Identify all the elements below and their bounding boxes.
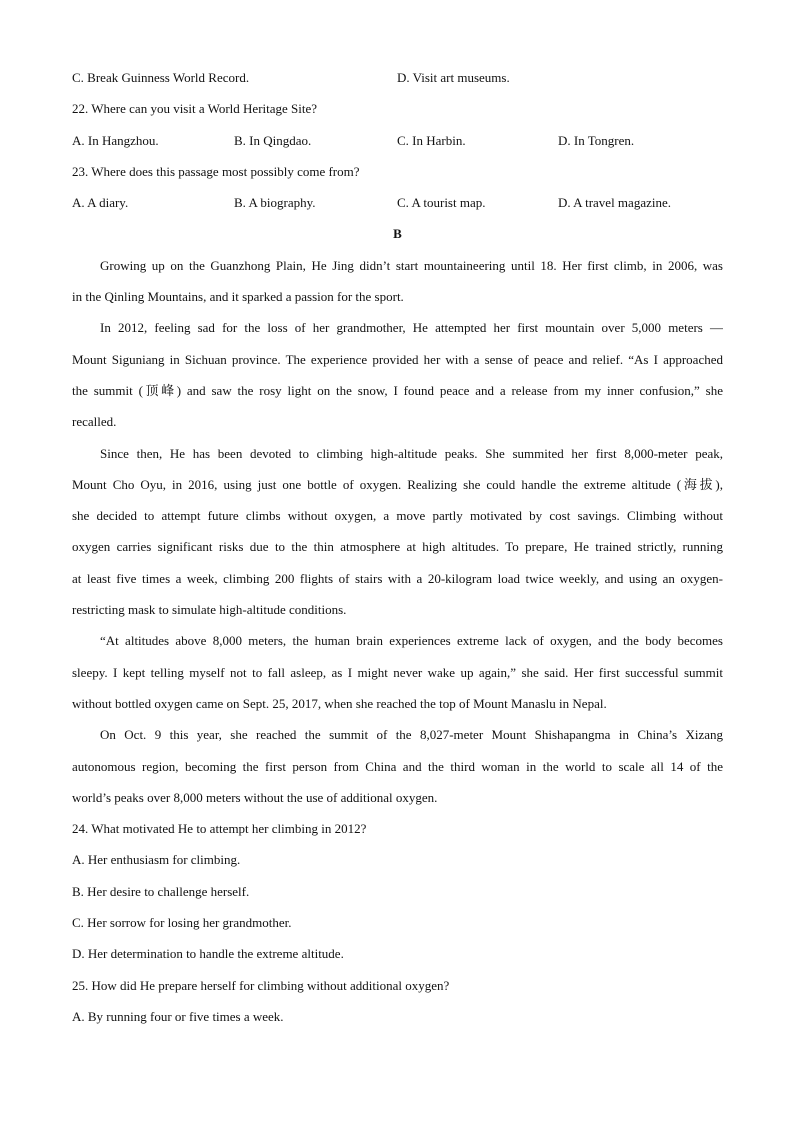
- passage-line: in the Qinling Mountains, and it sparked a passion for the sport.: [72, 289, 404, 305]
- passage-line: recalled.: [72, 414, 117, 430]
- q23-option-b: B. A biography.: [234, 195, 316, 211]
- q21-option-d: D. Visit art museums.: [397, 70, 510, 85]
- question-23-stem: 23. Where does this passage most possibly come from?: [72, 163, 360, 179]
- passage-line: at least five times a week, climbing 200 flights of stairs with a 20-kilogram load twice weekly, and using an oxygen-: [72, 570, 723, 586]
- q24-option-a: A. Her enthusiasm for climbing.: [72, 852, 241, 868]
- question-25-stem: 25. How did He prepare herself for climbing without additional oxygen?: [72, 977, 450, 993]
- q23-option-a: A. A diary.: [72, 195, 129, 211]
- question-22-stem: 22. Where can you visit a World Heritage Site?: [72, 101, 318, 117]
- q22-option-c: C. In Harbin.: [397, 132, 466, 148]
- passage-line: sleepy. I kept telling myself not to fall asleep, as I might never wake up again,” she said. Her first successful summit: [72, 664, 723, 680]
- passage-line: Mount Siguniang in Sichuan province. The experience provided her with a sense of peace and relief. “As I approached: [72, 351, 723, 367]
- passage-paragraph-5: [72, 719, 723, 813]
- q25-option-a: A. By running four or five times a week.: [72, 1008, 284, 1024]
- passage-line: the summit (顶峰) and saw the rosy light on the snow, I found peace and a release from my inner confusion,” she: [72, 382, 723, 398]
- passage-paragraph-1: [72, 250, 723, 313]
- question-24-stem: 24. What motivated He to attempt her climbing in 2012?: [72, 821, 367, 837]
- passage-line: world’s peaks over 8,000 meters without the use of additional oxygen.: [72, 789, 438, 805]
- passage-line: she decided to attempt future climbs without oxygen, a move partly motivated by cost savings. Climbing without: [72, 508, 723, 524]
- passage-paragraph-4: [72, 625, 723, 719]
- passage-line: In 2012, feeling sad for the loss of her grandmother, He attempted her first mountain over 5,000 meters —: [100, 320, 723, 336]
- passage-line: without bottled oxygen came on Sept. 25, 2017, when she reached the top of Mount Manaslu in Nepal.: [72, 695, 607, 711]
- q22-option-b: B. In Qingdao.: [234, 132, 312, 148]
- passage-paragraph-3: [72, 438, 723, 626]
- passage-line: Mount Cho Oyu, in 2016, using just one bottle of oxygen. Realizing she could handle the extreme altitude (海拔),: [72, 476, 723, 492]
- q23-option-c: C. A tourist map.: [397, 195, 486, 211]
- q24-option-d: D. Her determination to handle the extreme altitude.: [72, 946, 344, 962]
- passage-line: restricting mask to simulate high-altitude conditions.: [72, 602, 347, 618]
- q22-option-a: A. In Hangzhou.: [72, 132, 159, 148]
- question-22-options: [72, 125, 723, 156]
- passage-line: Since then, He has been devoted to climbing high-altitude peaks. She summited her first 8,000-meter peak,: [100, 445, 723, 461]
- exam-page: [72, 62, 723, 1032]
- q22-option-d: D. In Tongren.: [558, 132, 635, 148]
- q23-option-d: D. A travel magazine.: [558, 195, 671, 211]
- section-label: B: [393, 226, 402, 242]
- passage-line: Growing up on the Guanzhong Plain, He Jing didn’t start mountaineering until 18. Her first climb, in 2006, was: [100, 257, 723, 273]
- passage-paragraph-2: [72, 312, 723, 437]
- question-21-options-cd: [72, 62, 723, 93]
- passage-line: autonomous region, becoming the first person from China and the third woman in the world to scale all 14 of the: [72, 758, 723, 774]
- q24-option-b: B. Her desire to challenge herself.: [72, 883, 250, 899]
- q21-option-c: C. Break Guinness World Record.: [72, 70, 250, 85]
- question-23-options: [72, 187, 723, 218]
- passage-line: “At altitudes above 8,000 meters, the human brain experiences extreme lack of oxygen, and the body becomes: [100, 633, 723, 649]
- q24-option-c: C. Her sorrow for losing her grandmother.: [72, 915, 292, 931]
- passage-line: oxygen carries significant risks due to the thin atmosphere at high altitudes. To prepare, He trained strictly, running: [72, 539, 723, 555]
- passage-line: On Oct. 9 this year, she reached the summit of the 8,027-meter Mount Shishapangma in China’s Xizang: [100, 727, 723, 743]
